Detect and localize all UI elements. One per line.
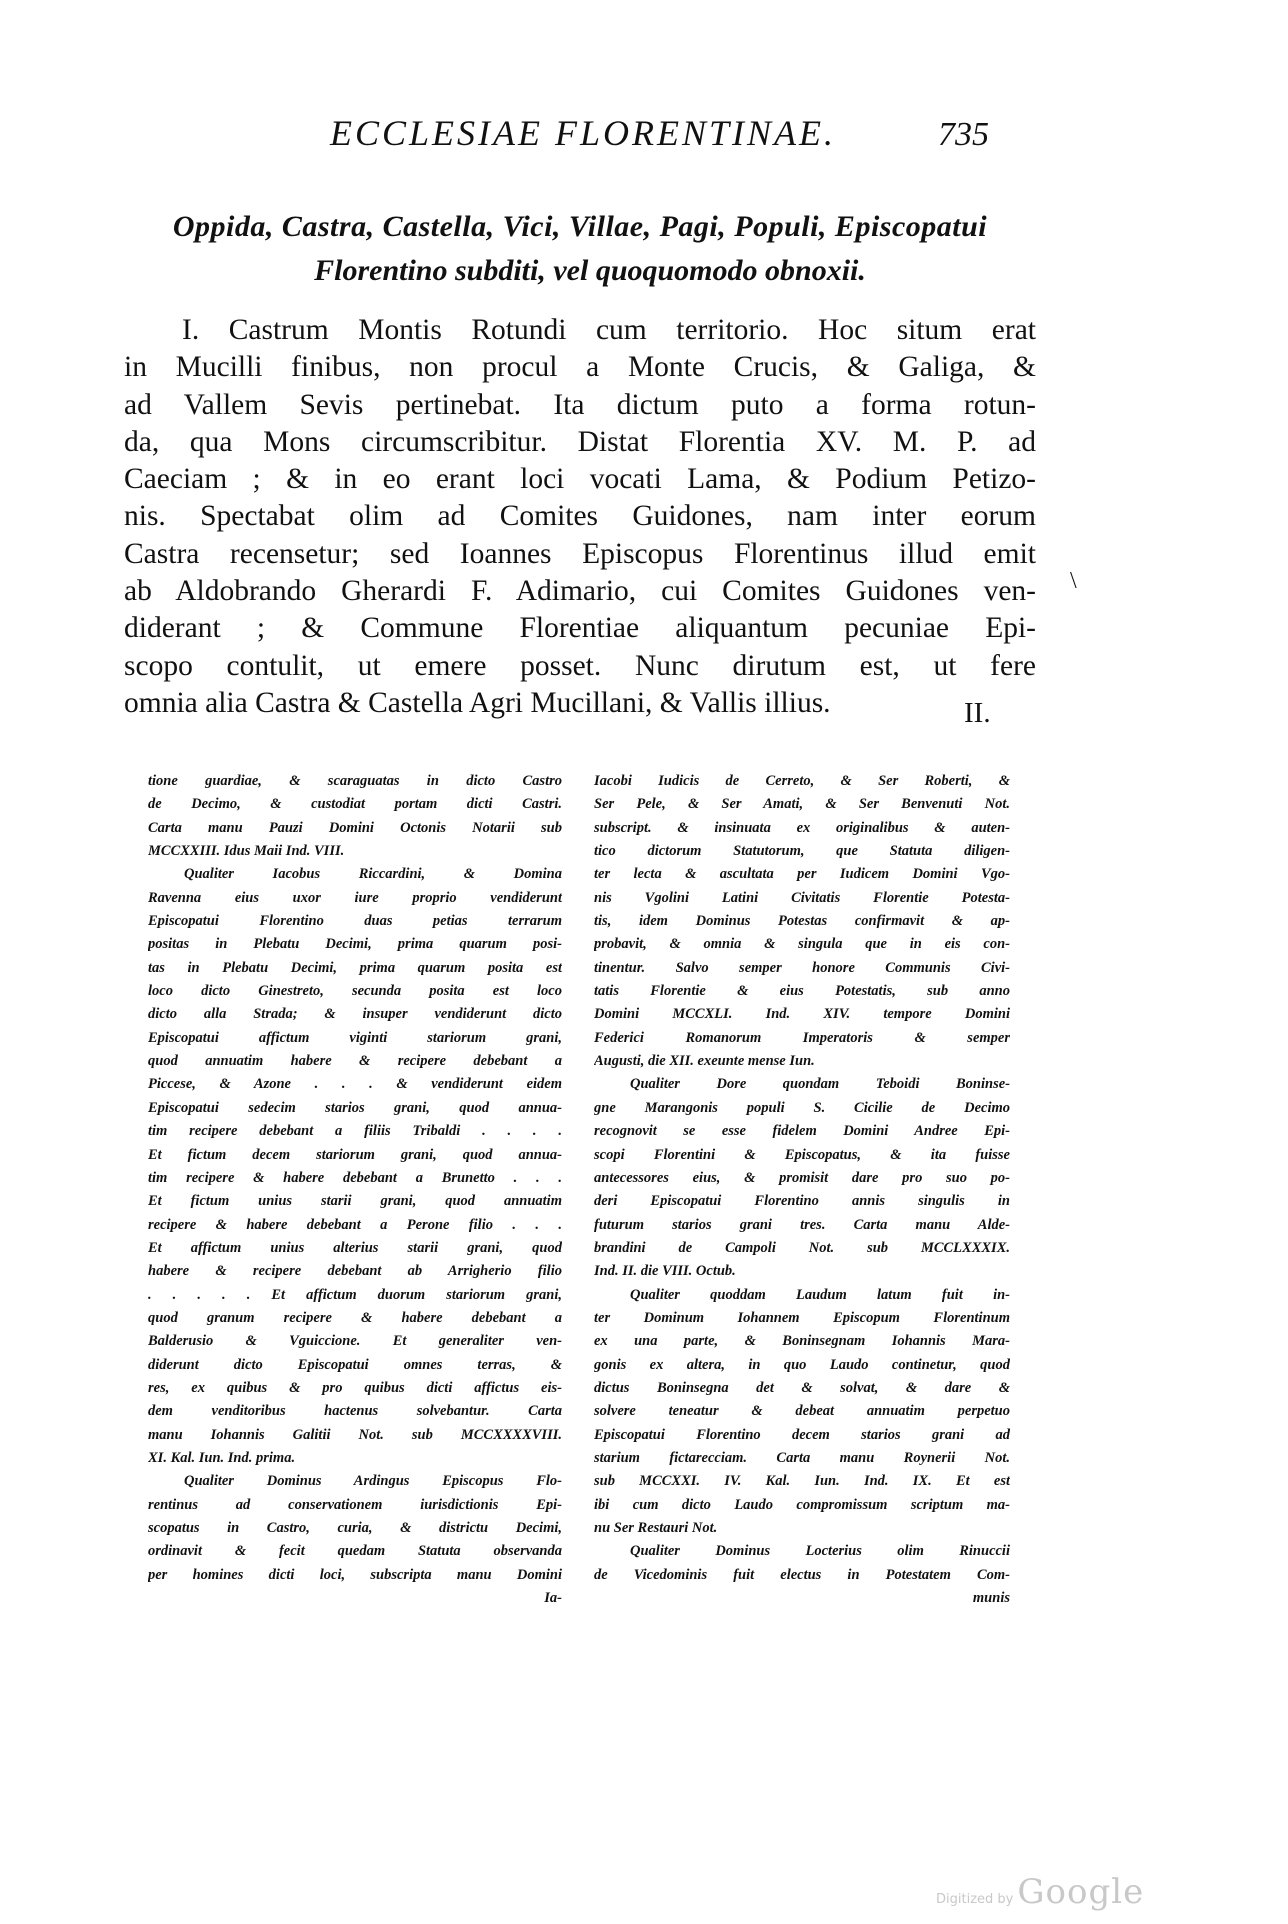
text-line: gonis ex altera, in quo Laudo continetur, quod [594,1356,1010,1373]
text-line: I. Castrum Montis Rotundi cum territorio. Hoc situm erat [182,314,1036,346]
text-line: dicto alla Strada; & insuper vendiderunt dicto [148,1006,562,1023]
text-line: brandini de Campoli Not. sub MCCLXXXIX. [594,1239,1010,1256]
text-line: Ravenna eius uxor iure proprio vendiderunt [148,889,562,906]
text-line: gne Marangonis populi S. Cicilie de Decimo [594,1099,1010,1116]
text-line: nu Ser Restauri Not. [594,1520,718,1536]
text-line: Et fictum decem stariorum grani, quod annua- [148,1146,562,1163]
text-line: ab Aldobrando Gherardi F. Adimario, cui Comites Guidones ven- [124,575,1036,608]
text-line: quod annuatim habere & recipere debebant a [148,1053,562,1070]
text-line: Episcopatui Florentino decem starios grani ad [594,1426,1010,1443]
text-line: antecessores eius, & promisit dare pro suo po- [594,1169,1010,1186]
text-line: Qualiter Dominus Locterius olim Rinuccii [630,1543,1010,1560]
text-line: rentinus ad conservationem iurisdictionis Epi- [148,1496,562,1513]
text-line: recognovit se esse fidelem Domini Andree Epi- [594,1123,1010,1140]
text-line: res, ex quibus & pro quibus dicti affictus eis- [148,1379,562,1396]
text-line: recipere & habere debebant a Perone filio . . . [148,1216,562,1233]
text-line: ad Vallem Sevis pertinebat. Ita dictum puto a forma rotun- [124,388,1036,421]
text-line: Balderusio & Vguiccione. Et generaliter ven- [148,1333,562,1350]
text-line: ter lecta & ascultata per Iudicem Domini Vgo- [594,866,1010,883]
text-line: Iacobi Iudicis de Cerreto, & Ser Roberti, & [594,773,1010,789]
main-paragraph [124,312,1036,722]
text-line: Piccese, & Azone . . . & vendiderunt eidem [148,1076,562,1093]
text-line: Domini MCCXLI. Ind. XIV. tempore Domini [594,1006,1010,1023]
text-line: da, qua Mons circumscribitur. Distat Florentia XV. M. P. ad [124,425,1036,458]
text-line: starium fictarecciam. Carta manu Roynerii Not. [594,1449,1010,1466]
text-line: ex una parte, & Boninsegnam Iohannis Mara- [594,1333,1010,1350]
text-line: diderunt dicto Episcopatui omnes terras, & [148,1356,562,1373]
text-line: loco dicto Ginestreto, secunda posita est loco [148,983,562,1000]
text-line: Episcopatui Florentino duas petias terrarum [148,913,562,930]
section-heading [110,205,1050,293]
text-line: tim recipere debebant a filiis Tribaldi . . . . [148,1123,562,1140]
section-heading-line-2: Florentino subditi, vel quoquomodo obnoxii. [314,254,866,287]
text-line: deri Episcopatui Florentino annis singulis in [594,1193,1010,1210]
margin-mark: \ [1070,568,1077,594]
watermark-brand: Google [1017,1872,1145,1912]
text-line: futurum starios grani tres. Carta manu Alde- [594,1216,1010,1233]
text-line: de Vicedominis fuit electus in Potestatem Com- [594,1566,1010,1583]
footnote-column-left [148,770,562,1610]
text-line: Ser Pele, & Ser Amati, & Ser Benvenuti Not. [594,796,1010,813]
text-line: Et fictum unius starii grani, quod annuatim [148,1193,562,1210]
text-line: diderant ; & Commune Florentiae aliquantum pecuniae Epi- [124,612,1036,645]
text-line: subscript. & insinuata ex originalibus & auten- [594,819,1010,836]
text-line: Qualiter Dominus Ardingus Episcopus Flo- [184,1473,562,1490]
watermark-prefix: Digitized by [936,1892,1014,1907]
text-line: Ia- [544,1590,562,1607]
text-line: tinentur. Salvo semper honore Communis Civi- [594,959,1010,976]
text-line: scopi Florentini & Episcopatus, & ita fuisse [594,1146,1010,1163]
text-line: quod granum recipere & habere debebant a [148,1309,562,1326]
text-line: Ind. II. die VIII. Octub. [594,1263,736,1280]
text-line: . . . . . Et affictum duorum stariorum grani, [148,1286,562,1303]
footnote-column-right [594,770,1010,1610]
text-line: sub MCCXXI. IV. Kal. Iun. Ind. IX. Et est [594,1473,1010,1490]
text-line: de Decimo, & custodiat portam dicti Castri. [148,796,562,813]
text-line: Episcopatui affictum viginti stariorum grani, [148,1029,562,1046]
text-line: tico dictorum Statutorum, que Statuta diligen- [594,843,1010,860]
text-line: ordinavit & fecit quedam Statuta observanda [148,1543,562,1560]
section-heading-line-1: Oppida, Castra, Castella, Vici, Villae, Pagi, Populi, Episcopatui [172,210,988,243]
text-line: Castra recensetur; sed Ioannes Episcopus Florentinus illud emit [124,537,1036,570]
text-line: scopatus in Castro, curia, & districtu Decimi, [148,1520,562,1536]
text-line: ter Dominum Iohannem Episcopum Florentinum [594,1309,1010,1326]
text-line: Caeciam ; & in eo erant loci vocati Lama, & Podium Petizo- [124,463,1036,496]
running-title: ECCLESIAE FLORENTINAE. [330,113,836,153]
text-line: positas in Plebatu Decimi, prima quarum posi- [148,936,562,953]
text-line: nis Vgolini Latini Civitatis Florentie Potesta- [594,889,1010,906]
text-line: ibi cum dicto Laudo compromissum scriptum ma- [594,1496,1010,1513]
text-line: manu Iohannis Galitii Not. sub MCCXXXXVIII. [148,1426,562,1443]
text-line: Qualiter Iacobus Riccardini, & Domina [184,866,562,883]
text-line: in Mucilli finibus, non procul a Monte Crucis, & Galiga, & [124,351,1036,384]
page-header [0,112,1288,162]
catchword: II. [964,697,991,729]
text-line: Carta manu Pauzi Domini Octonis Notarii sub [148,819,562,836]
text-line: MCCXXIII. Idus Maii Ind. VIII. [148,843,345,860]
text-line: dem venditoribus hactenus solvebantur. Carta [148,1403,562,1420]
text-line: Episcopatui sedecim starios grani, quod annua- [148,1099,562,1116]
text-line: tatis Florentie & eius Potestatis, sub anno [594,983,1010,1000]
text-line: scopo contulit, ut emere posset. Nunc dirutum est, ut fere [124,649,1036,682]
text-line: per homines dicti loci, subscripta manu Domini [148,1566,562,1583]
text-line: munis [972,1590,1010,1607]
page-number: 735 [938,116,989,153]
digitization-watermark [936,1872,1144,1912]
text-line: Federici Romanorum Imperatoris & semper [594,1029,1010,1046]
text-line: XI. Kal. Iun. Ind. prima. [148,1449,296,1466]
text-line: solvere teneatur & debeat annuatim perpetuo [594,1403,1010,1420]
text-line: Augusti, die XII. exeunte mense Iun. [594,1053,815,1070]
text-line: dictus Boninsegna det & solvat, & dare & [594,1379,1010,1396]
text-line: tas in Plebatu Decimi, prima quarum posita est [148,959,562,976]
text-line: Qualiter Dore quondam Teboidi Boninse- [630,1076,1010,1093]
text-line: habere & recipere debebant ab Arrigherio filio [148,1263,562,1280]
text-line: nis. Spectabat olim ad Comites Guidones, nam inter eorum [124,500,1036,533]
text-line: tis, idem Dominus Potestas confirmavit & ap- [594,913,1010,930]
text-line: probavit, & omnia & singula que in eis con- [594,936,1010,953]
text-line: tim recipere & habere debebant a Brunetto . . . [148,1169,562,1186]
text-line: Et affictum unius alterius starii grani, quod [148,1239,562,1256]
text-line: tione guardiae, & scaraguatas in dicto Castro [148,773,562,789]
text-line: omnia alia Castra & Castella Agri Mucillani, & Vallis illius. [124,686,831,719]
text-line: Qualiter quoddam Laudum latum fuit in- [630,1286,1010,1303]
